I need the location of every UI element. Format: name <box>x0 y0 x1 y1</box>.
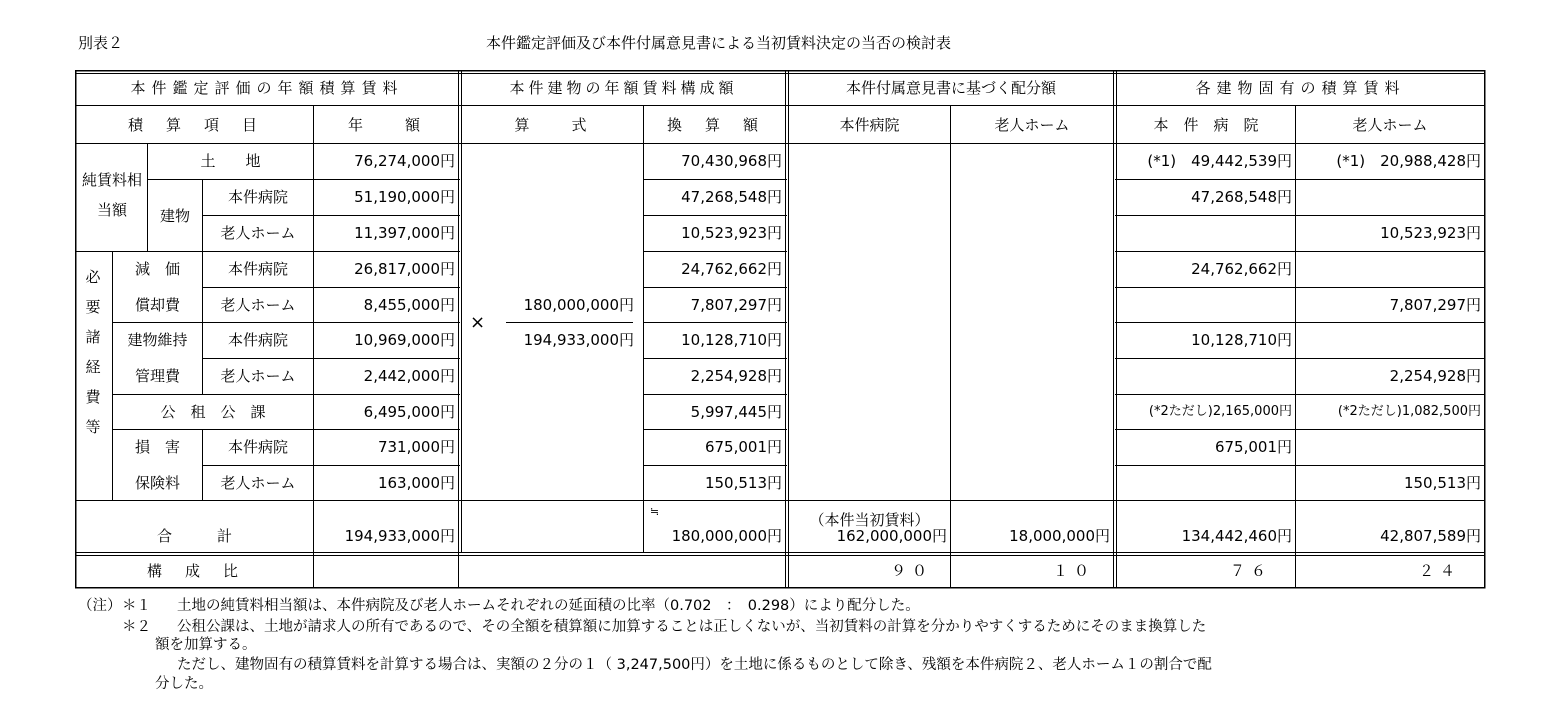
col-header-hospital-alloc: 本件病院 <box>839 116 900 134</box>
label-hospital-1: 本件病院 <box>227 188 288 206</box>
cell-hospital-b: (*1) 49,442,539円 <box>1147 152 1292 170</box>
cell-annual: 51,190,000円 <box>354 188 455 206</box>
label-nursing-1: 老人ホーム <box>220 224 296 242</box>
cell-hospital-b: 24,762,662円 <box>1191 260 1292 278</box>
label-maintenance-2: 管理費 <box>134 367 180 385</box>
note-2-text-4: 分した。 <box>155 676 213 692</box>
cell-nursing-b <box>1296 259 1481 279</box>
ratio-nursing-alloc: １０ <box>1052 562 1095 580</box>
label-net-rent: 純賃料相当額 <box>81 171 142 219</box>
total-annual: 194,933,000円 <box>344 527 455 545</box>
notes-prefix: （注） <box>78 598 122 614</box>
cell-nursing-b: (*1) 20,988,428円 <box>1336 152 1481 170</box>
cell-converted: 675,001円 <box>704 438 782 456</box>
col-header-item: 積 算 項 目 <box>127 116 261 134</box>
ratio-hospital-alloc: ９０ <box>890 562 933 580</box>
cell-converted: 10,523,923円 <box>681 224 782 242</box>
cell-converted: 47,268,548円 <box>681 188 782 206</box>
cell-converted: 70,430,968円 <box>681 152 782 170</box>
label-hospital-4: 本件病院 <box>227 438 288 456</box>
label-insurance-1: 損 害 <box>134 438 180 456</box>
cell-annual: 731,000円 <box>377 438 455 456</box>
label-nursing-4: 老人ホーム <box>220 474 296 492</box>
group-header-appraisal: 本件鑑定評価の年額積算賃料 <box>130 79 404 97</box>
label-hospital-3: 本件病院 <box>227 331 288 349</box>
approx-mark: ≒ <box>650 505 660 518</box>
formula-denominator: 194,933,000円 <box>523 331 634 349</box>
cell-nursing-b <box>1296 437 1481 457</box>
note-2-text-1: 公租公課は、土地が請求人の所有であるので、その全額を積算額に加算することは正しくないが、当初賃料の計算を分かりやすくするためにそのまま換算した <box>177 619 1207 635</box>
note-2-mark: ＊２ <box>122 619 151 635</box>
note-2-text-2: 額を加算する。 <box>155 637 257 653</box>
ratio-hospital-b: ７６ <box>1229 562 1272 580</box>
col-header-converted: 換 算 額 <box>666 116 762 134</box>
label-land: 土 地 <box>200 152 261 170</box>
label-necessary-expenses: 必要諸経費等 <box>85 268 101 436</box>
note-1-mark: ＊１ <box>122 598 151 614</box>
cell-hospital-b <box>1117 366 1292 386</box>
label-ratio: 構 成 比 <box>146 562 242 580</box>
group-header-composition: 本件建物の年額賃料構成額 <box>509 79 738 97</box>
cell-converted: 10,128,710円 <box>681 331 782 349</box>
col-header-nursing-alloc: 老人ホーム <box>994 116 1070 134</box>
cell-nursing-b: (*2ただし)1,082,500円 <box>1337 404 1481 419</box>
note-1-text: 土地の純賃料相当額は、本件病院及び老人ホームそれぞれの延面積の比率（0.702 ： 0.298）により配分した。 <box>177 598 920 614</box>
label-insurance-2: 保険料 <box>134 474 180 492</box>
cell-converted: 2,254,928円 <box>690 367 782 385</box>
label-nursing-2: 老人ホーム <box>220 296 296 314</box>
cell-converted: 150,513円 <box>704 474 782 492</box>
cell-hospital-b <box>1117 223 1292 243</box>
label-depreciation-1: 減 価 <box>134 260 180 278</box>
total-hospital-b: 134,442,460円 <box>1181 527 1292 545</box>
col-header-hospital-b: 本 件 病 院 <box>1153 116 1259 134</box>
ratio-nursing-b: ２４ <box>1418 562 1461 580</box>
cell-annual: 26,817,000円 <box>354 260 455 278</box>
group-header-allocation: 本件付属意見書に基づく配分額 <box>845 79 1056 97</box>
total-hospital-alloc: 162,000,000円 <box>836 527 947 545</box>
total-nursing-b: 42,807,589円 <box>1380 527 1481 545</box>
label-maintenance-1: 建物維持 <box>127 331 188 349</box>
total-nursing-alloc: 18,000,000円 <box>1009 527 1110 545</box>
cell-annual: 163,000円 <box>377 474 455 492</box>
cell-hospital-b: 10,128,710円 <box>1191 331 1292 349</box>
col-header-annual: 年 額 <box>347 116 424 134</box>
cell-nursing-b: 7,807,297円 <box>1389 296 1481 314</box>
cell-annual: 6,495,000円 <box>363 403 455 421</box>
cell-annual: 8,455,000円 <box>363 296 455 314</box>
label-building: 建物 <box>159 207 190 225</box>
cell-hospital-b <box>1117 473 1292 493</box>
cell-annual: 10,969,000円 <box>354 331 455 349</box>
attachment-label: 別表２ <box>78 34 124 52</box>
formula-numerator: 180,000,000円 <box>523 296 634 314</box>
cell-nursing-b <box>1296 187 1481 207</box>
cell-hospital-b <box>1117 295 1292 315</box>
total-converted: 180,000,000円 <box>671 527 782 545</box>
label-taxes: 公 租 公 課 <box>160 403 266 421</box>
cell-annual: 2,442,000円 <box>363 367 455 385</box>
group-header-building-specific: 各建物固有の積算賃料 <box>1195 79 1406 97</box>
cell-nursing-b: 2,254,928円 <box>1389 367 1481 385</box>
cell-converted: 24,762,662円 <box>681 260 782 278</box>
formula-multiply: × <box>470 312 486 333</box>
col-header-nursing-b: 老人ホーム <box>1352 116 1428 134</box>
label-total: 合 計 <box>156 527 232 545</box>
note-2-text-3: ただし、建物固有の積算賃料を計算する場合は、実額の２分の１（ 3,247,500円）を土地に係るものとして除き、残額を本件病院２、老人ホーム１の割合で配 <box>177 657 1212 673</box>
cell-hospital-b: 47,268,548円 <box>1191 188 1292 206</box>
cell-converted: 7,807,297円 <box>690 296 782 314</box>
cell-hospital-b: 675,001円 <box>1214 438 1292 456</box>
cell-annual: 11,397,000円 <box>354 224 455 242</box>
col-header-formula: 算 式 <box>514 116 591 134</box>
cell-nursing-b: 150,513円 <box>1403 474 1481 492</box>
cell-converted: 5,997,445円 <box>690 403 782 421</box>
cell-nursing-b <box>1296 330 1481 350</box>
cell-annual: 76,274,000円 <box>354 152 455 170</box>
label-hospital-2: 本件病院 <box>227 260 288 278</box>
label-depreciation-2: 償却費 <box>134 296 180 314</box>
label-nursing-3: 老人ホーム <box>220 367 296 385</box>
initial-rent-label: （本件当初賃料） <box>809 511 930 529</box>
page-title: 本件鑑定評価及び本件付属意見書による当初賃料決定の当否の検討表 <box>486 34 952 52</box>
cell-hospital-b: (*2ただし)2,165,000円 <box>1148 404 1292 419</box>
cell-nursing-b: 10,523,923円 <box>1380 224 1481 242</box>
